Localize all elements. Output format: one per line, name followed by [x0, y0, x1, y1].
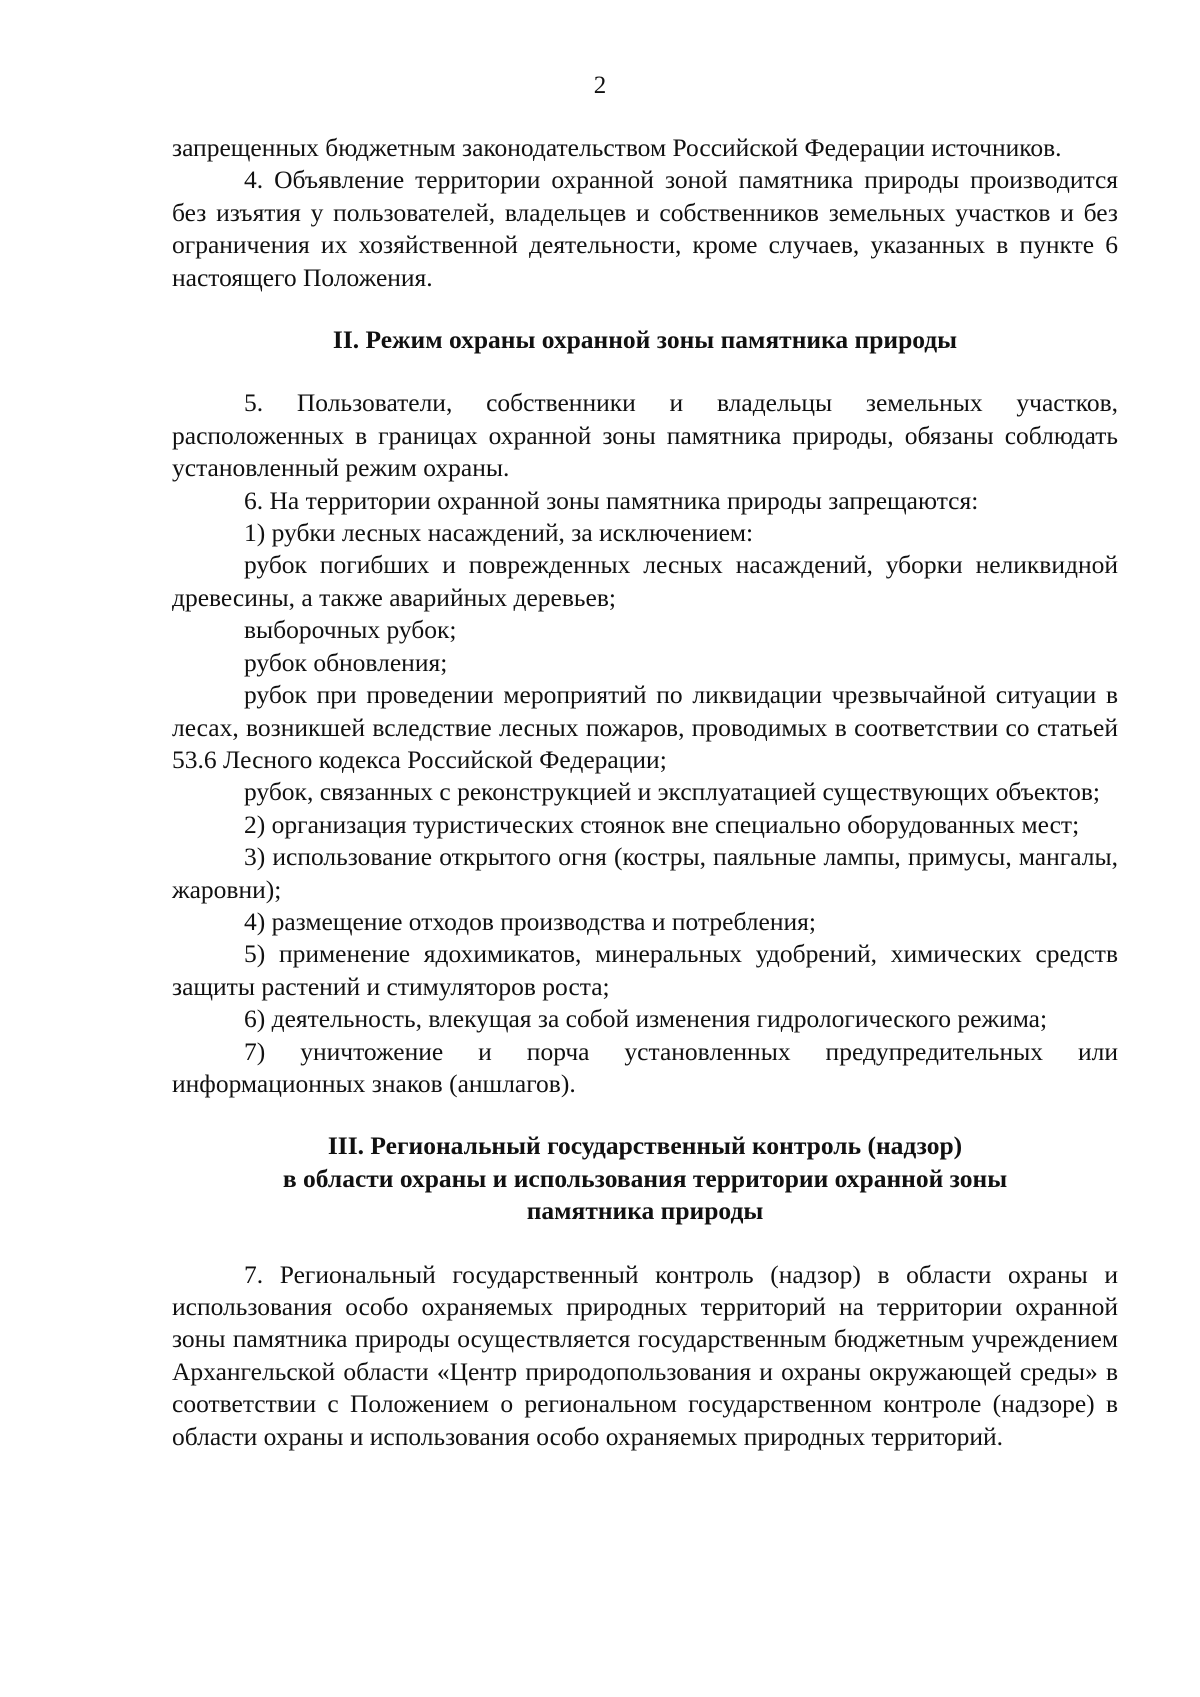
list-item-1-sub-5: рубок, связанных с реконструкцией и эксплуатацией существующих объектов; — [244, 777, 1100, 807]
section-2-heading: II. Режим охраны охранной зоны памятника природы — [332, 325, 958, 355]
section-3-heading-line-2: в области охраны и использования территории охранной зоны — [282, 1163, 1008, 1193]
list-item-5: 5) применение ядохимикатов, минеральных удобрений, химических средств защиты растений и стимуляторов роста; — [172, 939, 1118, 1001]
list-item-1-sub-3: рубок обновления; — [244, 647, 448, 677]
page-number: 2 — [593, 72, 607, 99]
paragraph-6: 6. На территории охранной зоны памятника природы запрещаются: — [244, 485, 979, 515]
section-3-heading — [172, 1130, 1118, 1227]
section-3-heading-line-3: памятника природы — [526, 1196, 764, 1226]
list-item-3: 3) использование открытого огня (костры, паяльные лампы, примусы, мангалы, жаровни); — [172, 842, 1118, 904]
paragraph-4: 4. Объявление территории охранной зоной памятника природы производится без изъятия у пользователей, владельцев и собственников земельных участков и без ограничения их хозяйственной деятельности, кроме случаев, указанных в пункте 6 настоящего Положения. — [172, 165, 1118, 292]
list-item-4: 4) размещение отходов производства и потребления; — [244, 906, 816, 936]
section-3-heading-line-1: III. Региональный государственный контроль (надзор) — [327, 1131, 963, 1161]
paragraph-continuation: запрещенных бюджетным законодательством Российской Федерации источников. — [172, 133, 1062, 162]
list-item-7: 7) уничтожение и порча установленных предупредительных или информационных знаков (аншлагов). — [172, 1036, 1118, 1098]
document-body — [172, 132, 1118, 1453]
paragraph-7: 7. Региональный государственный контроль (надзор) в области охраны и использования особо охраняемых природных территорий на территории охранной зоны памятника природы осуществляется государственным бюджетным учреждением Архангельской области «Центр природопользования и охраны окружающей среды» в соответствии с Положением о региональном государственном контроле (надзоре) в области охраны и использования особо охраняемых природных территорий. — [172, 1259, 1118, 1451]
list-item-6: 6) деятельность, влекущая за собой изменения гидрологического режима; — [244, 1004, 1048, 1034]
list-item-1-sub-1: рубок погибших и поврежденных лесных насаждений, уборки неликвидной древесины, а также аварийных деревьев; — [172, 550, 1118, 612]
paragraph-5: 5. Пользователи, собственники и владельцы земельных участков, расположенных в границах охранной зоны памятника природы, обязаны соблюдать установленный режим охраны. — [172, 388, 1118, 483]
list-item-1-sub-2: выборочных рубок; — [244, 615, 457, 645]
list-item-2: 2) организация туристических стоянок вне специально оборудованных мест; — [244, 809, 1080, 839]
list-item-1-sub-4: рубок при проведении мероприятий по ликвидации чрезвычайной ситуации в лесах, возникшей вследствие лесных пожаров, проводимых в соответствии со статьей 53.6 Лесного кодекса Российской Федерации; — [172, 680, 1118, 774]
list-item-1: 1) рубки лесных насаждений, за исключением: — [244, 518, 754, 548]
